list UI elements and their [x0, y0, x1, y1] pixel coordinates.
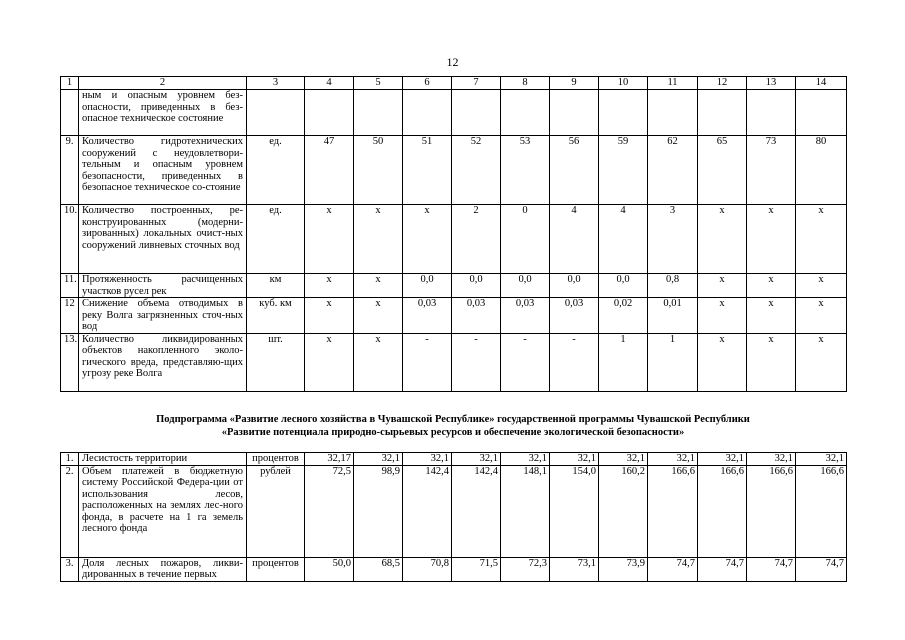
- table-row: [61, 333, 847, 391]
- value-cell: х: [747, 298, 796, 334]
- value-cell: 0,02: [599, 298, 648, 334]
- value-cell: 68,5: [354, 557, 403, 581]
- value-cell: 4: [550, 205, 599, 274]
- value-cell: [452, 90, 501, 136]
- column-number-header: 7: [452, 77, 501, 90]
- value-cell: 154,0: [550, 465, 599, 557]
- subprogram-title-line1: Подпрограмма «Развитие лесного хозяйства в Чувашской Республике» государственной программы Чувашской Республики: [156, 414, 750, 425]
- value-cell: 80: [796, 136, 847, 205]
- unit-of-measure: ед.: [247, 205, 305, 274]
- value-cell: 0: [501, 205, 550, 274]
- value-cell: 50: [354, 136, 403, 205]
- value-cell: 0,03: [452, 298, 501, 334]
- column-number-header: 11: [648, 77, 698, 90]
- value-cell: 0,03: [550, 298, 599, 334]
- value-cell: 142,4: [452, 465, 501, 557]
- value-cell: 166,6: [648, 465, 698, 557]
- row-number: [61, 90, 79, 136]
- value-cell: [747, 90, 796, 136]
- table-row: [61, 274, 847, 298]
- value-cell: х: [698, 205, 747, 274]
- column-number-header: 5: [354, 77, 403, 90]
- value-cell: 74,7: [747, 557, 796, 581]
- column-number-header: 12: [698, 77, 747, 90]
- value-cell: 62: [648, 136, 698, 205]
- value-cell: 74,7: [796, 557, 847, 581]
- unit-of-measure: рублей: [247, 465, 305, 557]
- value-cell: 4: [599, 205, 648, 274]
- value-cell: 53: [501, 136, 550, 205]
- column-number-header: 3: [247, 77, 305, 90]
- indicator-name: Лесистость территории: [79, 453, 247, 466]
- row-number: 11.: [61, 274, 79, 298]
- value-cell: х: [796, 274, 847, 298]
- row-number: 3.: [61, 557, 79, 581]
- value-cell: х: [698, 274, 747, 298]
- value-cell: 72,5: [305, 465, 354, 557]
- column-number-header: 6: [403, 77, 452, 90]
- value-cell: 0,0: [599, 274, 648, 298]
- value-cell: [599, 90, 648, 136]
- row-number: 1.: [61, 453, 79, 466]
- value-cell: 0,0: [452, 274, 501, 298]
- value-cell: х: [354, 333, 403, 391]
- value-cell: -: [501, 333, 550, 391]
- value-cell: х: [747, 333, 796, 391]
- value-cell: х: [796, 298, 847, 334]
- value-cell: х: [698, 298, 747, 334]
- value-cell: 0,0: [501, 274, 550, 298]
- unit-of-measure: куб. км: [247, 298, 305, 334]
- value-cell: 74,7: [698, 557, 747, 581]
- column-number-header: 1: [61, 77, 79, 90]
- value-cell: 32,1: [452, 453, 501, 466]
- value-cell: 32,1: [796, 453, 847, 466]
- value-cell: 56: [550, 136, 599, 205]
- value-cell: 1: [599, 333, 648, 391]
- value-cell: х: [747, 274, 796, 298]
- value-cell: 50,0: [305, 557, 354, 581]
- column-number-header: 2: [79, 77, 247, 90]
- value-cell: 32,1: [747, 453, 796, 466]
- indicator-name: Количество ликвидированных объектов накопленного эколо-гического вреда, представляю-щих угрозу реке Волга: [79, 333, 247, 391]
- indicator-name: Снижение объема отводимых в реку Волга загрязненных сточ-ных вод: [79, 298, 247, 334]
- unit-of-measure: процентов: [247, 453, 305, 466]
- unit-of-measure: [247, 90, 305, 136]
- value-cell: 1: [648, 333, 698, 391]
- value-cell: 73: [747, 136, 796, 205]
- unit-of-measure: ед.: [247, 136, 305, 205]
- value-cell: 32,1: [501, 453, 550, 466]
- unit-of-measure: процентов: [247, 557, 305, 581]
- value-cell: 3: [648, 205, 698, 274]
- value-cell: х: [305, 205, 354, 274]
- column-number-header: 13: [747, 77, 796, 90]
- table-header-row: [61, 77, 847, 90]
- value-cell: 0,8: [648, 274, 698, 298]
- value-cell: [796, 90, 847, 136]
- indicator-name: Протяженность расчищенных участков русел рек: [79, 274, 247, 298]
- value-cell: [305, 90, 354, 136]
- value-cell: [403, 90, 452, 136]
- value-cell: [501, 90, 550, 136]
- indicators-table-top: [60, 76, 847, 392]
- column-number-header: 8: [501, 77, 550, 90]
- indicator-name: Объем платежей в бюджетную систему Российской Федера-ции от использования лесов, расположенных на землях лес-ного фонда, в расчете на 1 га земель лесного фонда: [79, 465, 247, 557]
- value-cell: 0,0: [550, 274, 599, 298]
- value-cell: 2: [452, 205, 501, 274]
- column-number-header: 9: [550, 77, 599, 90]
- value-cell: х: [403, 205, 452, 274]
- value-cell: х: [305, 298, 354, 334]
- value-cell: 51: [403, 136, 452, 205]
- indicator-name: Количество гидротехнических сооружений с неудовлетвори-тельным и опасным уровнем безопасности, приведенных в безопасное техническое со-стояние: [79, 136, 247, 205]
- value-cell: [698, 90, 747, 136]
- value-cell: х: [305, 274, 354, 298]
- value-cell: х: [747, 205, 796, 274]
- value-cell: [354, 90, 403, 136]
- value-cell: х: [354, 298, 403, 334]
- value-cell: 65: [698, 136, 747, 205]
- value-cell: х: [354, 205, 403, 274]
- indicator-name: ным и опасным уровнем без-опасности, приведенных в без-опасное техническое состояние: [79, 90, 247, 136]
- unit-of-measure: км: [247, 274, 305, 298]
- table-row: [61, 205, 847, 274]
- column-number-header: 4: [305, 77, 354, 90]
- value-cell: 59: [599, 136, 648, 205]
- value-cell: 0,0: [403, 274, 452, 298]
- value-cell: х: [305, 333, 354, 391]
- value-cell: 32,1: [599, 453, 648, 466]
- value-cell: х: [698, 333, 747, 391]
- value-cell: [648, 90, 698, 136]
- value-cell: 0,03: [403, 298, 452, 334]
- value-cell: 70,8: [403, 557, 452, 581]
- value-cell: 73,9: [599, 557, 648, 581]
- table-row: [61, 557, 847, 581]
- value-cell: 166,6: [796, 465, 847, 557]
- subprogram-title-line2: «Развитие потенциала природно-сырьевых ресурсов и обеспечение экологической безопасности»: [221, 427, 685, 438]
- table-row: [61, 465, 847, 557]
- value-cell: 0,01: [648, 298, 698, 334]
- value-cell: 52: [452, 136, 501, 205]
- row-number: 10.: [61, 205, 79, 274]
- table-row: [61, 90, 847, 136]
- row-number: 9.: [61, 136, 79, 205]
- unit-of-measure: шт.: [247, 333, 305, 391]
- value-cell: 32,17: [305, 453, 354, 466]
- value-cell: 166,6: [747, 465, 796, 557]
- value-cell: 148,1: [501, 465, 550, 557]
- table-row: [61, 136, 847, 205]
- column-number-header: 10: [599, 77, 648, 90]
- value-cell: 0,03: [501, 298, 550, 334]
- value-cell: 73,1: [550, 557, 599, 581]
- column-number-header: 14: [796, 77, 847, 90]
- table-row: [61, 298, 847, 334]
- value-cell: 47: [305, 136, 354, 205]
- subprogram-title: [60, 413, 846, 439]
- value-cell: 32,1: [648, 453, 698, 466]
- value-cell: 32,1: [698, 453, 747, 466]
- row-number: 13.: [61, 333, 79, 391]
- value-cell: 160,2: [599, 465, 648, 557]
- indicator-name: Количество построенных, ре-конструированных (модерни-зированных) локальных очист-ных сооружений ливневых сточных вод: [79, 205, 247, 274]
- value-cell: 98,9: [354, 465, 403, 557]
- row-number: 12: [61, 298, 79, 334]
- value-cell: 32,1: [550, 453, 599, 466]
- indicator-name: Доля лесных пожаров, ликви-дированных в течение первых: [79, 557, 247, 581]
- value-cell: 71,5: [452, 557, 501, 581]
- page-number: 12: [446, 55, 459, 69]
- value-cell: 166,6: [698, 465, 747, 557]
- value-cell: х: [354, 274, 403, 298]
- value-cell: [550, 90, 599, 136]
- value-cell: 32,1: [403, 453, 452, 466]
- row-number: 2.: [61, 465, 79, 557]
- value-cell: -: [550, 333, 599, 391]
- value-cell: -: [452, 333, 501, 391]
- value-cell: х: [796, 333, 847, 391]
- value-cell: 74,7: [648, 557, 698, 581]
- indicators-table-forestry: [60, 452, 847, 582]
- value-cell: х: [796, 205, 847, 274]
- value-cell: 72,3: [501, 557, 550, 581]
- value-cell: -: [403, 333, 452, 391]
- table-row: [61, 453, 847, 466]
- value-cell: 142,4: [403, 465, 452, 557]
- value-cell: 32,1: [354, 453, 403, 466]
